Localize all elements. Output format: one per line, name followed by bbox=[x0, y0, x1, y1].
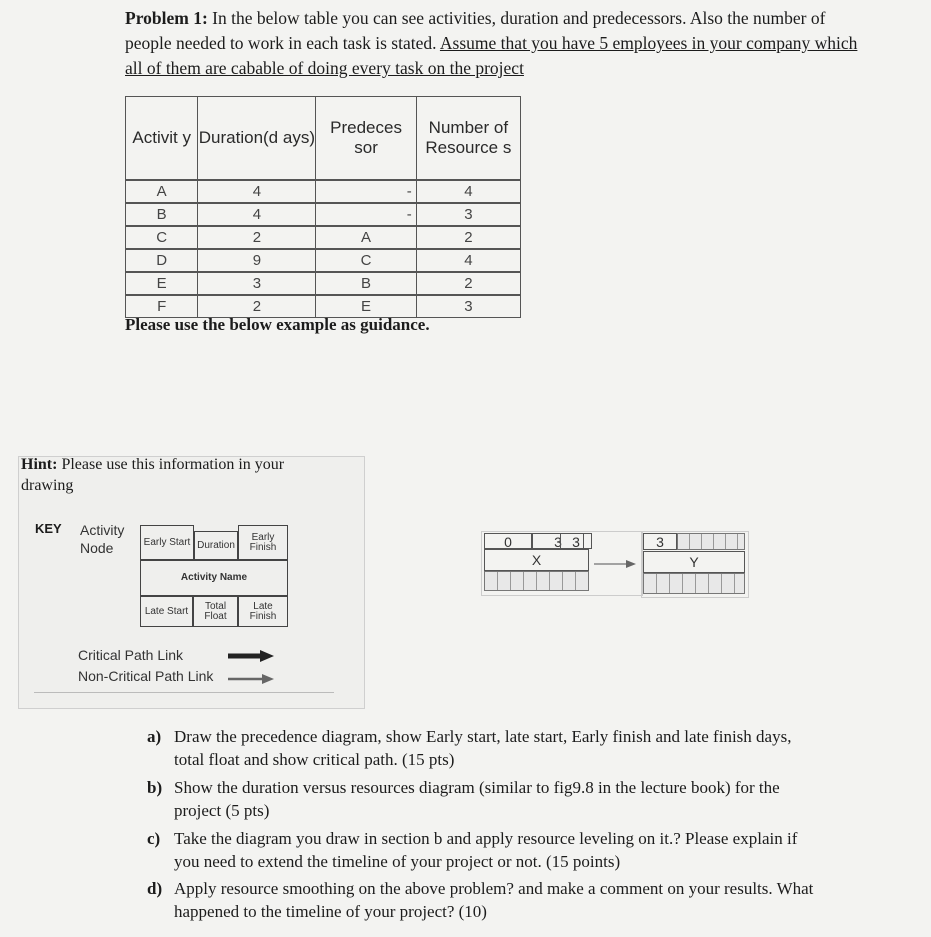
key-late-finish: Late Finish bbox=[238, 596, 288, 627]
key-label: KEY bbox=[35, 521, 62, 536]
question-d-label: d) bbox=[147, 879, 163, 898]
cell-duration: 4 bbox=[198, 180, 316, 203]
problem-label: Problem 1: bbox=[125, 8, 208, 28]
question-c-label: c) bbox=[147, 829, 161, 848]
header-predecessor: Predeces sor bbox=[316, 97, 416, 181]
key-total-float: Total Float bbox=[193, 596, 238, 627]
example-y-early-start: 3 bbox=[643, 533, 677, 550]
cell-predecessor: - bbox=[316, 203, 416, 226]
example-x-bottom-row bbox=[484, 571, 589, 591]
question-b-text: Show the duration versus resources diagram (similar to fig9.8 in the lecture book) for the project (5 pts) bbox=[174, 778, 780, 820]
table-row bbox=[126, 272, 521, 295]
cell-predecessor: E bbox=[316, 295, 416, 318]
key-late-start: Late Start bbox=[140, 596, 193, 627]
key-activity-name: Activity Name bbox=[140, 560, 288, 596]
cell-resources: 3 bbox=[416, 203, 520, 226]
noncritical-path-arrow-icon bbox=[226, 672, 276, 686]
problem-statement bbox=[125, 6, 865, 81]
cell-resources: 2 bbox=[416, 226, 520, 249]
cell-duration: 9 bbox=[198, 249, 316, 272]
example-y-top-right bbox=[677, 533, 745, 550]
key-early-finish: Early Finish bbox=[238, 525, 288, 560]
cell-activity: F bbox=[126, 295, 198, 318]
example-x-early-finish: 3 bbox=[560, 533, 592, 549]
activity-table bbox=[125, 96, 521, 318]
problem-assumption: Assume that you have 5 employees in your company which all of them are cabable of doing every task on the project bbox=[125, 33, 858, 78]
critical-path-arrow-icon bbox=[226, 648, 276, 664]
cell-duration: 2 bbox=[198, 295, 316, 318]
cell-resources: 4 bbox=[416, 180, 520, 203]
example-x-early-start: 0 bbox=[484, 533, 532, 549]
cell-predecessor: A bbox=[316, 226, 416, 249]
legend-divider bbox=[34, 692, 334, 693]
example-y-name: Y bbox=[643, 551, 745, 573]
cell-resources: 2 bbox=[416, 272, 520, 295]
cell-resources: 3 bbox=[416, 295, 520, 318]
example-x-name: X bbox=[484, 549, 589, 571]
table-row bbox=[126, 203, 521, 226]
hint-label: Hint: bbox=[21, 456, 58, 473]
problem-text: In the below table you can see activities, duration and predecessors. Also the number of people needed to work in each task is stated. bbox=[125, 8, 826, 53]
key-activity-node-label: Activity Node bbox=[80, 522, 125, 556]
table-header-row bbox=[126, 97, 521, 181]
cell-activity: A bbox=[126, 180, 198, 203]
cell-predecessor: B bbox=[316, 272, 416, 295]
key-early-start: Early Start bbox=[140, 525, 194, 560]
example-x-duration: 3 bbox=[532, 533, 584, 549]
table-row bbox=[126, 180, 521, 203]
cell-activity: E bbox=[126, 272, 198, 295]
cell-duration: 4 bbox=[198, 203, 316, 226]
example-link-arrow-icon bbox=[592, 558, 638, 570]
legend-noncritical-label: Non-Critical Path Link bbox=[78, 668, 214, 684]
cell-resources: 4 bbox=[416, 249, 520, 272]
header-duration: Duration(d ays) bbox=[198, 97, 316, 181]
question-a-text: Draw the precedence diagram, show Early start, late start, Early finish and late finish days, total float and show critical path. (15 pts) bbox=[174, 727, 792, 769]
example-y-bottom-row bbox=[643, 573, 745, 594]
question-b-label: b) bbox=[147, 778, 163, 797]
cell-duration: 3 bbox=[198, 272, 316, 295]
hint-body: Please use this information in your drawing bbox=[21, 456, 285, 494]
guidance-text: Please use the below example as guidance. bbox=[125, 315, 430, 334]
key-duration: Duration bbox=[194, 531, 238, 560]
cell-activity: D bbox=[126, 249, 198, 272]
table-row bbox=[126, 226, 521, 249]
header-resources: Number of Resource s bbox=[416, 97, 520, 181]
header-activity: Activit y bbox=[126, 97, 198, 181]
table-row bbox=[126, 249, 521, 272]
cell-duration: 2 bbox=[198, 226, 316, 249]
question-a-label: a) bbox=[147, 727, 162, 746]
hint-text bbox=[21, 454, 321, 496]
question-d-text: Apply resource smoothing on the above problem? and make a comment on your results. What happened to the timeline of your project? (10) bbox=[174, 879, 814, 921]
legend-critical-label: Critical Path Link bbox=[78, 647, 184, 663]
cell-predecessor: - bbox=[316, 180, 416, 203]
cell-activity: B bbox=[126, 203, 198, 226]
question-c-text: Take the diagram you draw in section b and apply resource leveling on it.? Please explain if you need to extend the timeline of your project or not. (15 points) bbox=[174, 829, 798, 871]
cell-activity: C bbox=[126, 226, 198, 249]
cell-predecessor: C bbox=[316, 249, 416, 272]
